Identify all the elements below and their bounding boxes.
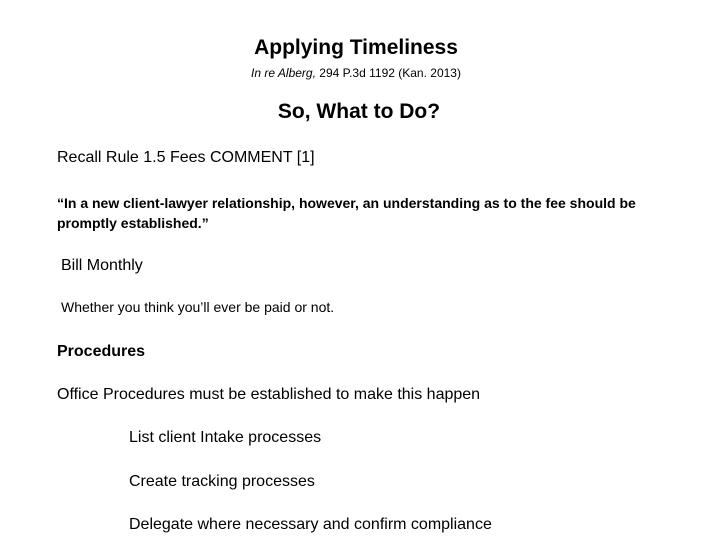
case-name: In re Alberg, [251, 66, 316, 80]
bill-monthly-text: Whether you think you’ll ever be paid or not. [61, 299, 335, 315]
case-reporter: 294 P.3d 1192 (Kan. 2013) [319, 66, 461, 80]
procedures-heading: Procedures [57, 343, 146, 360]
slide-title: Applying Timeliness [254, 36, 458, 59]
rule-reference: Recall Rule 1.5 Fees COMMENT [1] [57, 149, 315, 166]
bill-monthly-heading: Bill Monthly [61, 257, 143, 274]
procedure-item: Delegate where necessary and confirm compliance [129, 516, 492, 533]
case-citation [0, 66, 712, 80]
procedure-item: Create tracking processes [129, 473, 315, 490]
rule-quote: “In a new client-lawyer relationship, however, an understanding as to the fee should be promptly established.” [57, 195, 636, 231]
procedures-text: Office Procedures must be established to make this happen [57, 386, 481, 403]
slide-subtitle: So, What to Do? [277, 100, 441, 123]
procedure-item: List client Intake processes [129, 429, 322, 446]
